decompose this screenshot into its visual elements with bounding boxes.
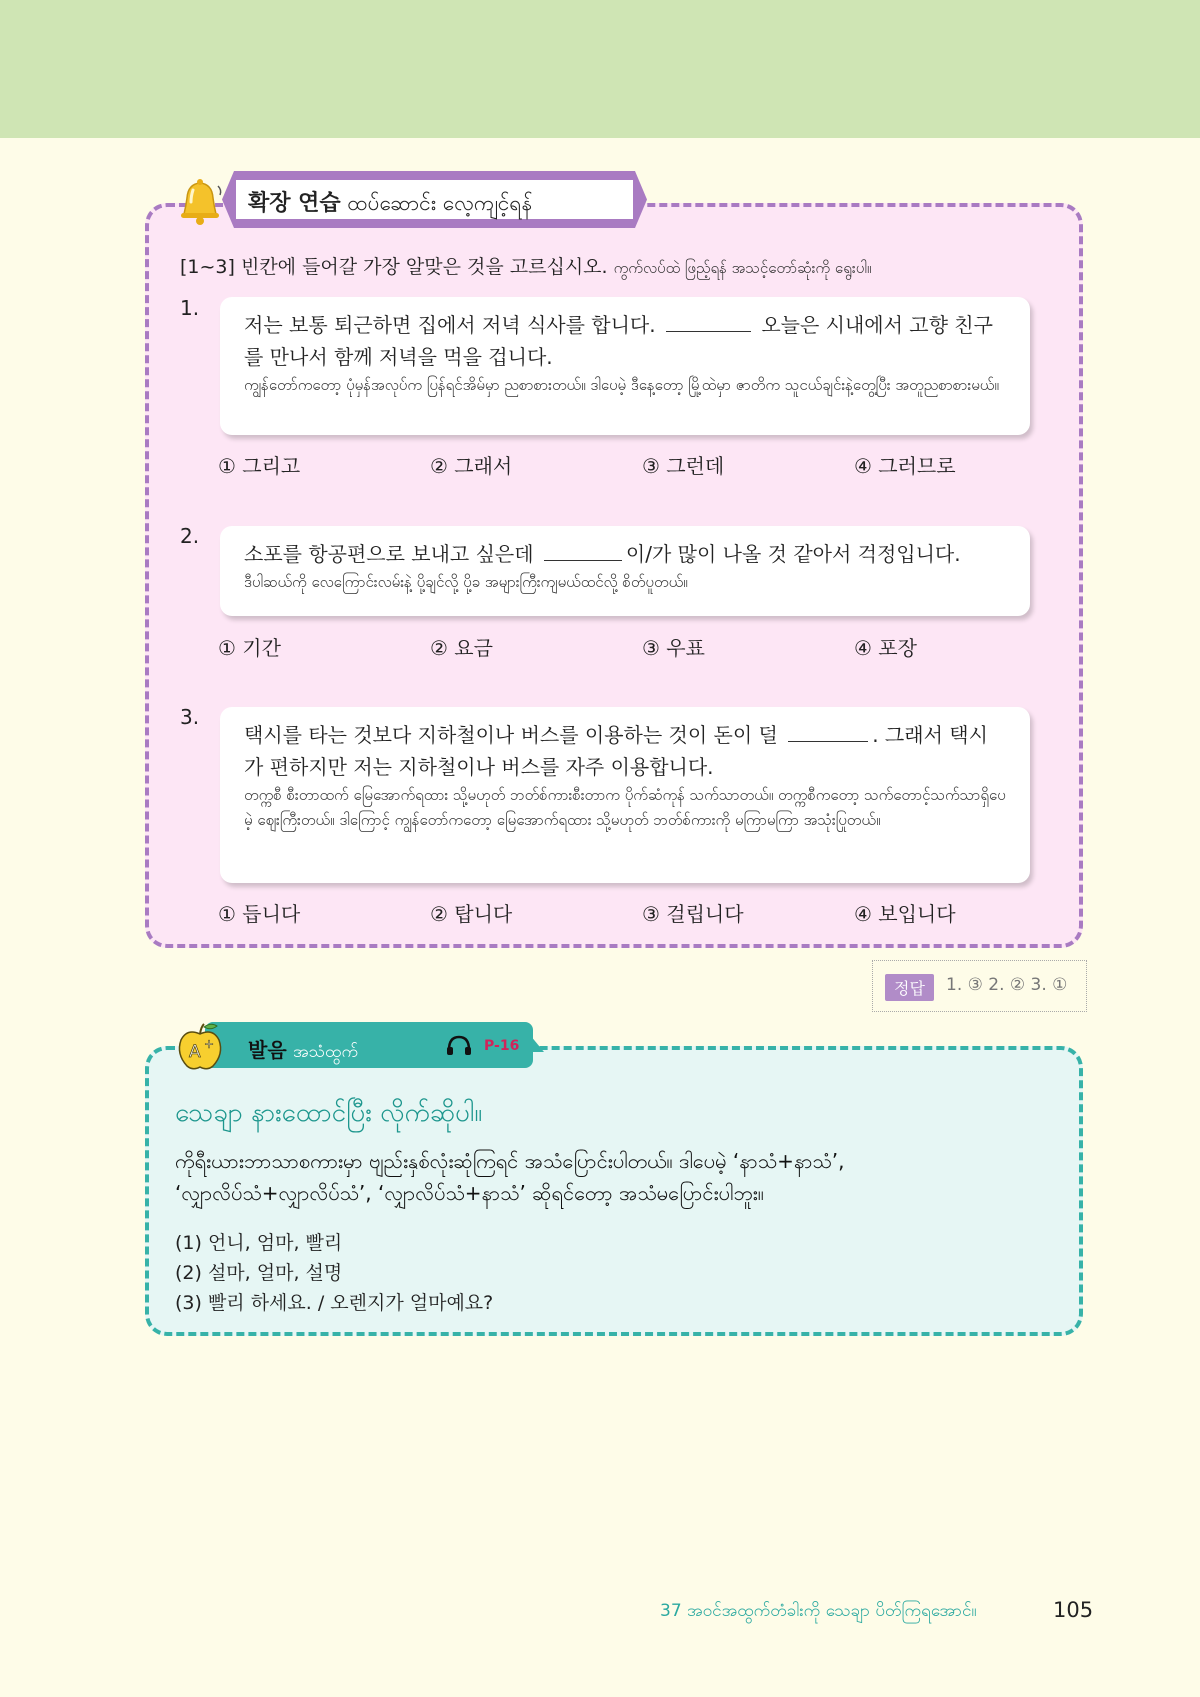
question-3-number: 3. — [180, 705, 200, 729]
question-1-number: 1. — [180, 296, 200, 320]
pronunciation-title-my: အသံထွက် — [293, 1042, 359, 1062]
practice-title-ko: 확장 연습 — [248, 191, 341, 216]
q1-option-3[interactable]: ③ 그런데 — [642, 454, 725, 478]
question-2-text-before: 소포를 항공편으로 보내고 싶은데 — [244, 542, 534, 566]
question-1-text — [244, 309, 1006, 373]
answer-text: 1. ③ 2. ② 3. ① — [946, 975, 1068, 995]
svg-text:+: + — [204, 1037, 215, 1051]
pronunciation-title-ko: 발음 — [248, 1038, 287, 1062]
question-1-text-before: 저는 보통 퇴근하면 집에서 저녁 식사를 합니다. — [244, 313, 656, 337]
svg-text:A: A — [189, 1042, 201, 1062]
question-3-text-after: . 그래서 택시가 편하지만 저는 지하철이나 버스를 자주 이용합니다. — [244, 723, 988, 779]
question-3-text-before: 택시를 타는 것보다 지하철이나 버스를 이용하는 것이 돈이 덜 — [244, 723, 778, 747]
q2-option-1[interactable]: ① 기간 — [218, 636, 281, 660]
chapter-footer: 37 အဝင်အထွက်တံခါးကို သေချာ ပိတ်ကြရအောင်။ — [660, 1601, 977, 1621]
q2-option-3[interactable]: ③ 우표 — [642, 636, 705, 660]
page-number: 105 — [1053, 1598, 1094, 1622]
instruction-my: ကွက်လပ်ထဲ ဖြည့်ရန် အသင့်တော်ဆုံးကို ရွေးပါ။ — [613, 259, 872, 277]
question-2-translation: ဒီပါဆယ်ကို လေကြောင်းလမ်းနဲ့ ပို့ချင်လို့ ပို့ခ အများကြီးကျမယ်ထင်လို့ စိတ်ပူတယ်။ — [244, 573, 688, 591]
question-1-blank — [666, 313, 751, 332]
q1-option-4[interactable]: ④ 그러므로 — [854, 454, 956, 478]
answer-key — [872, 960, 1087, 1012]
answer-label: 정답 — [885, 974, 934, 1001]
headphone-icon[interactable] — [446, 1034, 472, 1056]
q1-option-1[interactable]: ① 그리고 — [218, 454, 301, 478]
question-1-text-after: 오늘은 시내에서 고향 친구를 만나서 함께 저녁을 먹을 겁니다. — [244, 313, 993, 369]
question-3-translation: တက္ကစီ စီးတာထက် မြေအောက်ရထား သို့မဟုတ် ဘတ်စ်ကားစီးတာက ပိုက်ဆံကုန် သက်သာတယ်။ တက္ကစီကတော့ သက်တောင့်သက်သာရှိပေမဲ့ ဈေးကြီးတယ်။ ဒါကြောင့် ကျွန်တော်ကတော့ မြေအောက်ရထား သို့မဟုတ် ဘတ်စ်ကားကို မကြာမကြာ အသုံးပြုတယ်။ — [244, 786, 1006, 829]
question-2-number: 2. — [180, 524, 200, 548]
q2-option-4[interactable]: ④ 포장 — [854, 636, 917, 660]
question-3-card — [220, 707, 1030, 883]
example-2: (2) 설마, 얼마, 설명 — [175, 1262, 343, 1284]
apple-icon — [175, 1020, 225, 1072]
question-2-text — [244, 538, 1006, 570]
question-1-card — [220, 297, 1030, 435]
question-2-card — [220, 526, 1030, 616]
q3-option-1[interactable]: ① 듭니다 — [218, 902, 301, 926]
example-1: (1) 언니, 엄마, 빨리 — [175, 1232, 343, 1254]
question-2-blank — [544, 542, 622, 561]
question-3-blank — [788, 723, 868, 742]
instruction-ko: [1~3] 빈칸에 들어갈 가장 알맞은 것을 고르십시오. — [180, 256, 608, 278]
q3-option-3[interactable]: ③ 걸립니다 — [642, 902, 744, 926]
q3-option-2[interactable]: ② 탑니다 — [430, 902, 513, 926]
pronunciation-heading: သေချာ နားထောင်ပြီး လိုက်ဆိုပါ။ — [175, 1098, 483, 1128]
question-1-translation: ကျွန်တော်ကတော့ ပုံမှန်အလုပ်က ပြန်ရင်အိမ်မှာ ညစာစားတယ်။ ဒါပေမဲ့ ဒီနေ့တော့ မြို့ထဲမှာ ဇာတိက သူငယ်ချင်းနဲ့တွေ့ပြီး အတူညစာစားမယ်။ — [244, 376, 999, 394]
practice-title — [248, 186, 532, 221]
pronunciation-tab-notch — [530, 1035, 544, 1052]
practice-title-my: ထပ်ဆောင်း လေ့ကျင့်ရန် — [347, 191, 533, 215]
q2-option-2[interactable]: ② 요금 — [430, 636, 493, 660]
pronunciation-explanation: ကိုရီးယားဘာသာစကားမှာ ဗျည်းနှစ်လုံးဆုံကြရင် အသံပြောင်းပါတယ်။ ဒါပေမဲ့ ‘နာသံ+နာသံ’, ‘လျှာလိပ်သံ+လျှာလိပ်သံ’, ‘လျှာလိပ်သံ+နာသံ’ ဆိုရင်တော့ အသံမပြောင်းပါဘူး။ — [175, 1149, 845, 1205]
q1-option-2[interactable]: ② 그래서 — [430, 454, 513, 478]
example-3: (3) 빨리 하세요. / 오렌지가 얼마예요? — [175, 1292, 494, 1314]
audio-page-ref: P-16 — [484, 1038, 520, 1054]
question-2-text-after: 이/가 많이 나올 것 같아서 걱정입니다. — [625, 542, 961, 566]
q3-option-4[interactable]: ④ 보입니다 — [854, 902, 956, 926]
bell-icon — [176, 176, 224, 226]
question-3-text — [244, 719, 1006, 783]
instruction — [180, 252, 871, 281]
pronunciation-title — [248, 1034, 358, 1066]
header-band — [0, 0, 1200, 138]
